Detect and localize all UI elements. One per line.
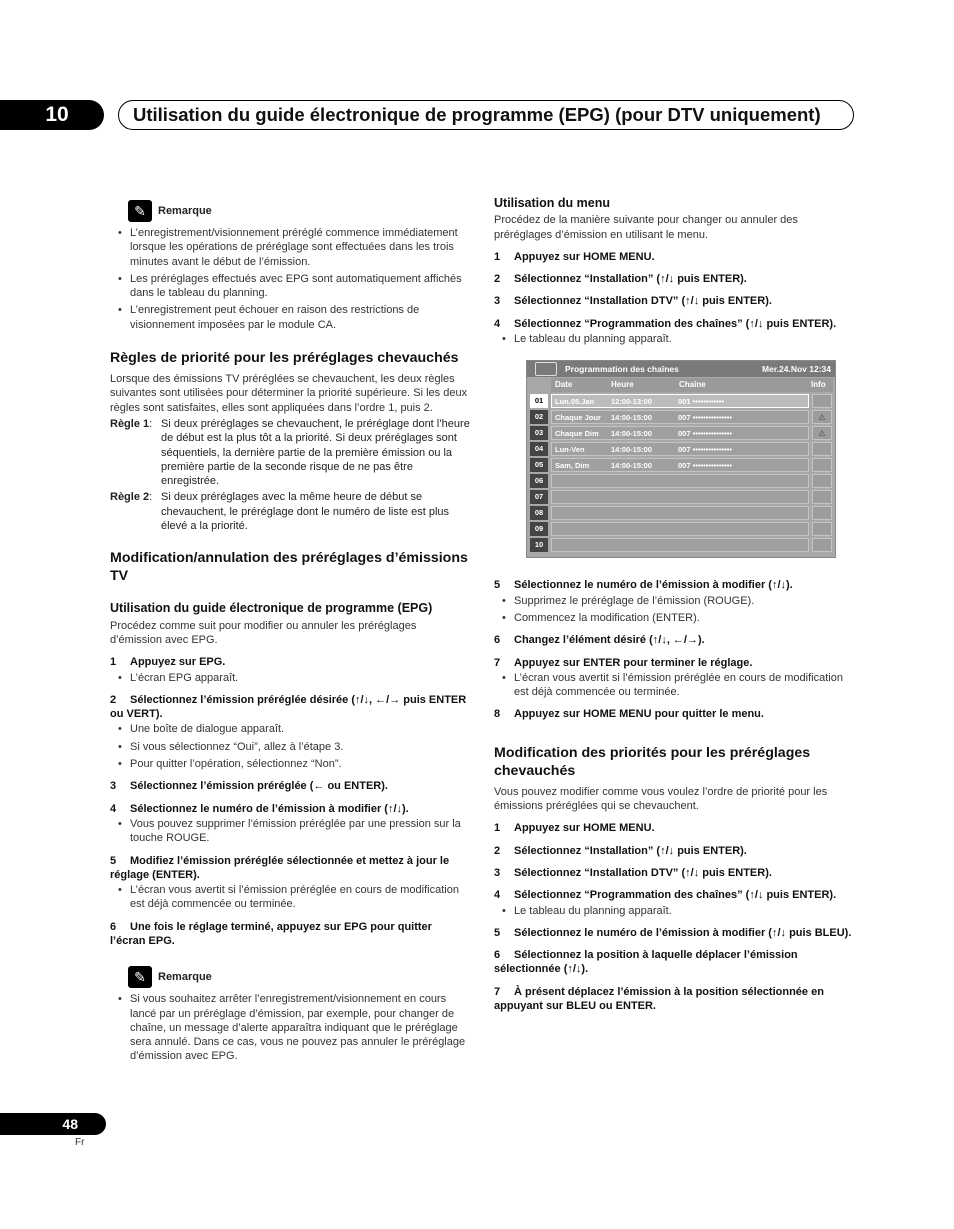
epg-row-time: 14:00-15:00: [611, 429, 652, 439]
step: [494, 985, 854, 1014]
epg-row-number: 04: [530, 442, 548, 456]
tv-icon: [535, 362, 557, 376]
epg-row-date: Lun.05.Jan: [555, 397, 595, 407]
epg-row-body: [551, 522, 809, 536]
note-list: [118, 992, 470, 1063]
section-heading: Règles de priorité pour les préréglages chevauchés: [110, 350, 459, 367]
epg-row[interactable]: [530, 426, 834, 440]
epg-row-number: 02: [530, 410, 548, 424]
epg-row-body: [551, 426, 809, 440]
step-number: 6: [110, 920, 117, 933]
step: [494, 294, 854, 308]
epg-row-date: Chaque Dim: [555, 429, 599, 439]
step-number: 2: [494, 844, 501, 857]
epg-row-number: 03: [530, 426, 548, 440]
step: [494, 707, 854, 721]
epg-row[interactable]: [530, 506, 834, 520]
step-text: Sélectionnez “Installation DTV” (↑/↓ puis ENTER).: [514, 866, 772, 879]
step-number: 3: [110, 780, 117, 793]
step-text: Sélectionnez la position à laquelle déplacer l’émission sélectionnée (↑/↓).: [494, 949, 798, 976]
epg-column-headers: [551, 378, 833, 392]
page-number: 48: [0, 1113, 106, 1135]
header-date: Date: [555, 380, 573, 390]
epg-schedule-screen: [526, 360, 836, 558]
epg-row-body: [551, 394, 809, 408]
step-number: 3: [494, 866, 501, 879]
epg-row-time: 14:00-15:00: [611, 461, 652, 471]
step-text: Sélectionnez “Installation” (↑/↓ puis ENTER).: [514, 844, 747, 857]
warning-icon: [812, 490, 832, 504]
warning-icon: [812, 458, 832, 472]
epg-row[interactable]: [530, 490, 834, 504]
step-text: Sélectionnez “Programmation des chaînes” (↑/↓ puis ENTER).: [514, 889, 837, 902]
header-heure: Heure: [611, 380, 634, 390]
step-text: Sélectionnez le numéro de l’émission à modifier (↑/↓).: [130, 802, 409, 815]
paragraph: Procédez comme suit pour modifier ou annuler les préréglages d’émission avec EPG.: [110, 619, 417, 646]
step: [110, 655, 470, 669]
note-header: [128, 966, 470, 988]
step-number: 6: [494, 949, 501, 962]
note-title: Remarque: [158, 204, 212, 217]
step: [494, 866, 854, 880]
paragraph: Vous pouvez modifier comme vous voulez l’ordre de priorité pour les émissions préréglées qui se chevauchent.: [494, 785, 828, 813]
step-note: • Le tableau du planning apparaît.: [502, 904, 854, 918]
step-number: 5: [110, 854, 117, 867]
right-column: [494, 196, 854, 1013]
rule-1: Règle 1: Si deux préréglages se chevauchent, le préréglage dont l’heure de début est la plus tôt a la priorité. Si deux préréglages sont séquentiels, la dernière partie de la première émission ou la première partie de la seconde risque de ne pas être enregistrée.: [110, 417, 470, 488]
step: [494, 926, 854, 940]
step-number: 3: [494, 295, 501, 308]
epg-row-time: 14:00-15:00: [611, 413, 652, 423]
step-number: 4: [494, 889, 501, 902]
note-item: • L’enregistrement peut échouer en raison des restrictions de visionnement imposées par le module CA.: [118, 303, 470, 332]
rule-label: Règle 1: [110, 417, 150, 430]
note-item: • Si vous souhaitez arrêter l’enregistrement/visionnement en cours lancé par un préréglage d’émission, par exemple, pour changer de chaîne, un message d’alerte apparaîtra indiquant que le préréglage sera annulé. Dans ce cas, vous ne pouvez pas annuler le préréglage d’émission avec EPG.: [118, 992, 470, 1063]
epg-row[interactable]: [530, 522, 834, 536]
epg-row-channel: 001 ••••••••••••: [678, 397, 725, 407]
step-note: • Pour quitter l’opération, sélectionnez “Non”.: [118, 757, 470, 771]
step-number: 6: [494, 634, 501, 647]
step: [110, 920, 470, 949]
epg-row-body: [551, 490, 809, 504]
epg-row-date: Lun-Ven: [555, 445, 585, 455]
warning-icon: [812, 442, 832, 456]
epg-title: Programmation des chaînes: [565, 364, 679, 375]
epg-row-body: [551, 442, 809, 456]
warning-icon: [812, 522, 832, 536]
epg-row-date: Sam, Dim: [555, 461, 590, 471]
step-list: [494, 250, 854, 346]
note-list: [118, 226, 470, 332]
step-note: • Le tableau du planning apparaît.: [502, 332, 854, 346]
epg-row-channel: 007 •••••••••••••••: [678, 445, 732, 455]
pencil-icon: ✎: [128, 200, 152, 222]
warning-icon: ⚠: [812, 410, 832, 424]
step: [494, 317, 854, 331]
warning-icon: [812, 506, 832, 520]
step-notes: [502, 671, 854, 700]
warning-icon: [812, 394, 832, 408]
warning-icon: [812, 538, 832, 552]
step-number: 4: [110, 802, 117, 815]
step: [110, 693, 470, 722]
header-info: Info: [811, 380, 826, 390]
step-note: • Vous pouvez supprimer l’émission préréglée par une pression sur la touche ROUGE.: [118, 817, 470, 846]
epg-row-body: [551, 538, 809, 552]
paragraph: Lorsque des émissions TV préréglées se chevauchent, les deux règles suivantes sont utilisées pour déterminer la priorité supérieure. Si les deux règles sont satisfaites, elles sont appliquées dans l’ordre 1, puis 2.: [110, 373, 468, 414]
epg-row[interactable]: [530, 538, 834, 552]
note-item: • Les préréglages effectués avec EPG sont automatiquement affichés dans le tableau du planning.: [118, 272, 470, 301]
step-number: 2: [110, 693, 117, 706]
epg-row-time: 12:00-13:00: [611, 397, 652, 407]
step-text: Sélectionnez “Programmation des chaînes” (↑/↓ puis ENTER).: [514, 317, 837, 330]
step-text: Une fois le réglage terminé, appuyez sur EPG pour quitter l’écran EPG.: [110, 920, 432, 947]
step: [110, 854, 470, 883]
step-list: [494, 578, 854, 721]
left-column: [110, 200, 470, 1067]
step-text: À présent déplacez l’émission à la position sélectionnée en appuyant sur BLEU ou ENTER.: [494, 985, 824, 1013]
note-title: Remarque: [158, 971, 212, 984]
note-header: [128, 200, 470, 222]
step-number: 4: [494, 317, 501, 330]
epg-row-channel: 007 •••••••••••••••: [678, 413, 732, 423]
epg-row[interactable]: [530, 442, 834, 456]
step-text: Sélectionnez “Installation DTV” (↑/↓ puis ENTER).: [514, 295, 772, 308]
step-text: Changez l’élément désiré (↑/↓, ←/→).: [514, 634, 705, 647]
step-text: Appuyez sur HOME MENU.: [514, 822, 655, 835]
step-number: 2: [494, 273, 501, 286]
epg-row-time: 14:00-15:00: [611, 445, 652, 455]
step-note: • L’écran EPG apparaît.: [118, 671, 470, 685]
step-notes: [502, 904, 854, 918]
epg-row-number: 05: [530, 458, 548, 472]
step: [494, 656, 854, 670]
step: [494, 888, 854, 902]
step-list: [110, 655, 470, 948]
step: [494, 250, 854, 264]
step: [494, 633, 854, 647]
epg-row-body: [551, 474, 809, 488]
step-notes: [118, 671, 470, 685]
step-note: • L’écran vous avertit si l’émission préréglée en cours de modification est déjà commencée ou terminée.: [502, 671, 854, 700]
epg-row-number: 10: [530, 538, 548, 552]
step-notes: [502, 332, 854, 346]
step-text: Sélectionnez le numéro de l’émission à modifier (↑/↓ puis BLEU).: [514, 926, 852, 939]
epg-row[interactable]: [530, 458, 834, 472]
step-text: Sélectionnez l’émission préréglée (← ou ENTER).: [130, 780, 388, 793]
step-text: Appuyez sur HOME MENU pour quitter le menu.: [514, 708, 764, 721]
epg-date: Mer.24.Nov 12:34: [762, 364, 831, 375]
step: [110, 779, 470, 793]
step: [494, 578, 854, 592]
step-notes: [118, 883, 470, 912]
step: [494, 844, 854, 858]
step-text: Sélectionnez le numéro de l’émission à modifier (↑/↓).: [514, 579, 793, 592]
step-notes: [118, 722, 470, 771]
step: [494, 948, 854, 977]
epg-row-channel: 007 •••••••••••••••: [678, 429, 732, 439]
step-number: 5: [494, 579, 501, 592]
rule-text: Si deux préréglages avec la même heure de début se chevauchent, le préréglage dont le numéro de liste est plus élevé a la priorité.: [161, 491, 450, 533]
step: [110, 802, 470, 816]
epg-row-number: 01: [530, 394, 548, 408]
step-number: 5: [494, 926, 501, 939]
warning-icon: ⚠: [812, 426, 832, 440]
step-note: • Si vous sélectionnez “Oui”, allez à l’étape 3.: [118, 740, 470, 754]
subsection-heading: Utilisation du guide électronique de programme (EPG): [110, 601, 433, 616]
step-notes: [502, 594, 854, 626]
rule-label: Règle 2: [110, 491, 150, 504]
section-heading: Modification des priorités pour les préréglages chevauchés: [494, 744, 811, 779]
epg-row-date: Chaque Jour: [555, 413, 601, 423]
step-number: 1: [494, 250, 501, 263]
step-number: 1: [494, 822, 501, 835]
step: [494, 272, 854, 286]
rule-text: Si deux préréglages se chevauchent, le préréglage dont l’heure de début est la plus tôt a la priorité. Si deux préréglages sont séquentiels, la dernière partie de la première émission ou la première partie de la seconde risque de ne pas être enregistrée.: [161, 417, 470, 488]
step-text: Sélectionnez “Installation” (↑/↓ puis ENTER).: [514, 273, 747, 286]
step-text: Sélectionnez l’émission préréglée désirée (↑/↓, ←/→ puis ENTER ou VERT).: [110, 693, 467, 721]
step-list: [494, 821, 854, 1013]
note-item: • L’enregistrement/visionnement préréglé commence immédiatement lorsque les opérations de préréglage sont effectuées dans les trois minutes avant le début de l’émission.: [118, 226, 470, 269]
epg-title-bar: [527, 361, 835, 377]
step-note: • Une boîte de dialogue apparaît.: [118, 722, 470, 736]
step-number: 7: [494, 656, 501, 669]
rule-2: Règle 2: Si deux préréglages avec la même heure de début se chevauchent, le préréglage dont le numéro de liste est plus élevé a la priorité.: [110, 490, 470, 533]
epg-row[interactable]: [530, 394, 834, 408]
step-text: Appuyez sur HOME MENU.: [514, 250, 655, 263]
section-heading: Modification/annulation des préréglages d’émissions TV: [110, 550, 468, 585]
chapter-number: 10: [0, 100, 104, 130]
paragraph: Procédez de la manière suivante pour changer ou annuler des préréglages d’émission en utilisant le menu.: [494, 214, 798, 241]
language-code: Fr: [75, 1137, 85, 1148]
step-number: 1: [110, 656, 117, 669]
step-note: • L’écran vous avertit si l’émission préréglée en cours de modification est déjà commencée ou terminée.: [118, 883, 470, 912]
step-text: Appuyez sur ENTER pour terminer le réglage.: [514, 656, 753, 669]
pencil-icon: ✎: [128, 966, 152, 988]
epg-row-body: [551, 458, 809, 472]
epg-row-body: [551, 410, 809, 424]
step-number: 7: [494, 985, 501, 998]
step-note: • Commencez la modification (ENTER).: [502, 611, 854, 625]
subsection-heading: Utilisation du menu: [494, 196, 610, 210]
step: [494, 821, 854, 835]
epg-row-number: 09: [530, 522, 548, 536]
header-chaine: Chaîne: [679, 380, 706, 390]
step-notes: [118, 817, 470, 846]
step-text: Modifiez l’émission préréglée sélectionnée et mettez à jour le réglage (ENTER).: [110, 854, 450, 881]
epg-row-number: 06: [530, 474, 548, 488]
chapter-title: Utilisation du guide électronique de programme (EPG) (pour DTV uniquement): [118, 100, 854, 130]
epg-row-body: [551, 506, 809, 520]
warning-icon: [812, 474, 832, 488]
epg-row-channel: 007 •••••••••••••••: [678, 461, 732, 471]
epg-row[interactable]: [530, 474, 834, 488]
epg-row-number: 08: [530, 506, 548, 520]
epg-row[interactable]: [530, 410, 834, 424]
step-note: • Supprimez le préréglage de l’émission (ROUGE).: [502, 594, 854, 608]
step-number: 8: [494, 708, 501, 721]
step-text: Appuyez sur EPG.: [130, 656, 226, 669]
epg-row-number: 07: [530, 490, 548, 504]
